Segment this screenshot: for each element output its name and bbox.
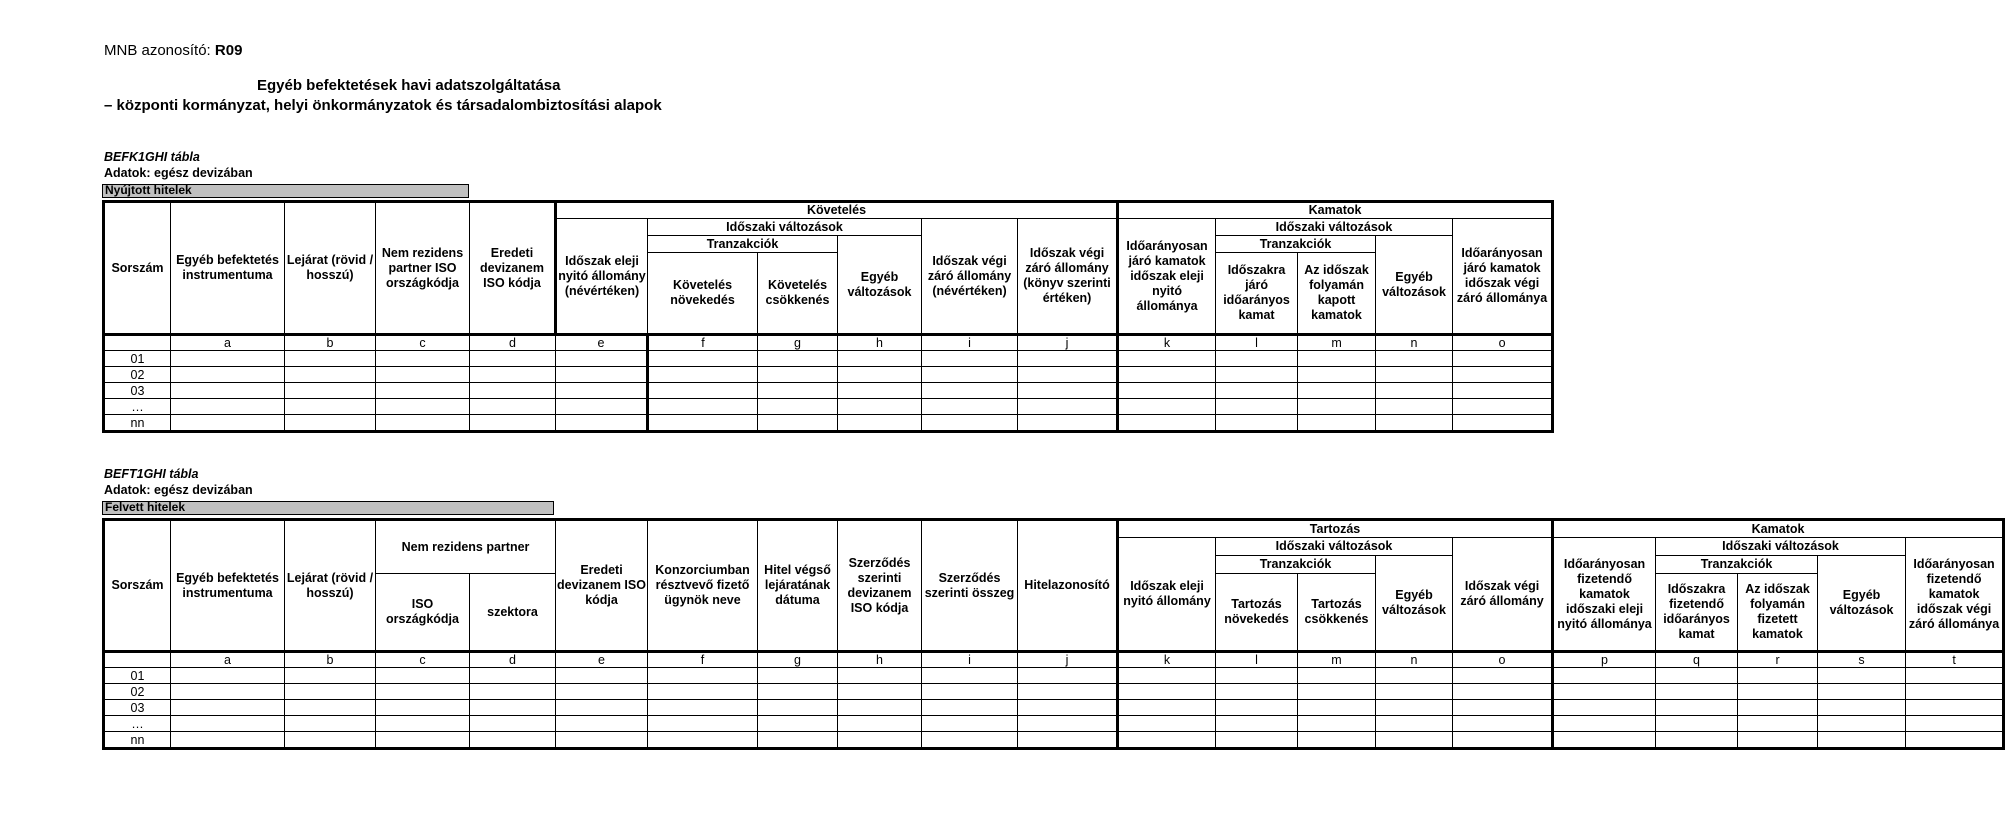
row-number: … (104, 716, 171, 732)
row-number: 02 (104, 684, 171, 700)
t1-col-f: Követelés növekedés (648, 253, 758, 335)
data-cell[interactable] (1118, 383, 1216, 399)
letter-cell-r: r (1738, 652, 1818, 668)
t1-letter-row (104, 335, 1553, 351)
table-row (104, 716, 2004, 732)
data-cell[interactable] (1216, 367, 1298, 383)
letter-cell-k: k (1118, 335, 1216, 351)
letter-cell-h: h (838, 335, 922, 351)
data-cell[interactable] (171, 716, 285, 732)
data-cell[interactable] (171, 684, 285, 700)
data-cell[interactable] (171, 367, 285, 383)
data-cell[interactable] (556, 700, 648, 716)
data-cell[interactable] (470, 399, 556, 415)
data-cell[interactable] (1453, 367, 1553, 383)
data-cell[interactable] (648, 700, 758, 716)
data-cell[interactable] (1376, 415, 1453, 432)
data-cell[interactable] (648, 399, 758, 415)
data-cell[interactable] (922, 684, 1018, 700)
t1-sub-tranz2: Tranzakciók (1216, 236, 1376, 253)
data-cell[interactable] (1376, 668, 1453, 684)
data-cell[interactable] (1298, 383, 1376, 399)
data-cell[interactable] (1118, 399, 1216, 415)
letter-cell-d: d (470, 335, 556, 351)
letter-cell-i: i (922, 335, 1018, 351)
t2-sub-idoszaki: Időszaki változások (1216, 538, 1453, 556)
letter-cell-o: o (1453, 652, 1553, 668)
data-cell[interactable] (285, 399, 376, 415)
data-cell[interactable] (1216, 668, 1298, 684)
data-cell[interactable] (376, 367, 470, 383)
letter-cell-b: b (285, 652, 376, 668)
data-cell[interactable] (1298, 684, 1376, 700)
mnb-identifier (104, 42, 242, 59)
data-cell[interactable] (838, 367, 922, 383)
table2-grid (102, 518, 2005, 750)
t1-sub-tranz: Tranzakciók (648, 236, 838, 253)
row-number: nn (104, 415, 171, 432)
data-cell[interactable] (648, 716, 758, 732)
document-subtitle: – központi kormányzat, helyi önkormányzatok és társadalombiztosítási alapok (104, 97, 662, 114)
data-cell[interactable] (1118, 668, 1216, 684)
data-cell[interactable] (1118, 716, 1216, 732)
letter-cell-i: i (922, 652, 1018, 668)
letter-cell-n: n (1376, 652, 1453, 668)
t2-col-f: Konzorciumban résztvevő fizető ügynök neve (648, 520, 758, 652)
letter-cell-j: j (1018, 652, 1118, 668)
data-cell[interactable] (556, 415, 648, 432)
data-cell[interactable] (1818, 716, 1906, 732)
data-cell[interactable] (171, 351, 285, 367)
row-number: 03 (104, 383, 171, 399)
t1-col-o: Időarányosan járó kamatok időszak végi záró állománya (1453, 219, 1553, 335)
t2-col-r: Az időszak folyamán fizetett kamatok (1738, 574, 1818, 652)
data-cell[interactable] (1553, 668, 1656, 684)
data-cell[interactable] (1216, 684, 1298, 700)
data-cell[interactable] (648, 668, 758, 684)
t1-col-g: Követelés csökkenés (758, 253, 838, 335)
data-cell[interactable] (556, 732, 648, 749)
data-cell[interactable] (758, 732, 838, 749)
table2-name: BEFT1GHI tábla (104, 467, 199, 481)
data-cell[interactable] (1216, 399, 1298, 415)
data-cell[interactable] (1018, 367, 1118, 383)
data-cell[interactable] (1656, 716, 1738, 732)
data-cell[interactable] (470, 668, 556, 684)
data-cell[interactable] (171, 668, 285, 684)
data-cell[interactable] (922, 700, 1018, 716)
data-cell[interactable] (1118, 367, 1216, 383)
row-number: … (104, 399, 171, 415)
table-row (104, 367, 1553, 383)
t1-sub-idoszaki2: Időszaki változások (1216, 219, 1453, 236)
data-cell[interactable] (648, 351, 758, 367)
data-cell[interactable] (922, 415, 1018, 432)
data-cell[interactable] (1453, 700, 1553, 716)
data-cell[interactable] (1018, 383, 1118, 399)
data-cell[interactable] (376, 700, 470, 716)
data-cell[interactable] (1656, 668, 1738, 684)
t1-col-n: Egyéb változások (1376, 236, 1453, 335)
letter-cell-l: l (1216, 335, 1298, 351)
data-cell[interactable] (1376, 399, 1453, 415)
data-cell[interactable] (1453, 351, 1553, 367)
t2-col-sorszam: Sorszám (104, 520, 171, 652)
row-number: 01 (104, 351, 171, 367)
t2-col-i: Szerződés szerinti összeg (922, 520, 1018, 652)
data-cell[interactable] (922, 383, 1018, 399)
letter-cell-l: l (1216, 652, 1298, 668)
data-cell[interactable] (922, 351, 1018, 367)
letter-cell-c: c (376, 652, 470, 668)
data-cell[interactable] (1906, 732, 2004, 749)
data-cell[interactable] (470, 732, 556, 749)
data-cell[interactable] (1453, 684, 1553, 700)
table-row (104, 668, 2004, 684)
t2-col-j: Hitelazonosító (1018, 520, 1118, 652)
t2-col-c: ISO országkódja (376, 574, 470, 652)
data-cell[interactable] (376, 684, 470, 700)
mnb-code: R09 (214, 42, 243, 59)
data-cell[interactable] (922, 399, 1018, 415)
data-cell[interactable] (1906, 716, 2004, 732)
data-cell[interactable] (1453, 399, 1553, 415)
data-cell[interactable] (1376, 684, 1453, 700)
data-cell[interactable] (171, 415, 285, 432)
t2-group-partner: Nem rezidens partner (376, 520, 556, 574)
t2-col-m: Tartozás csökkenés (1298, 574, 1376, 652)
letter-cell-b: b (285, 335, 376, 351)
data-cell[interactable] (838, 383, 922, 399)
data-cell[interactable] (470, 700, 556, 716)
data-cell[interactable] (285, 684, 376, 700)
letter-cell-p: p (1553, 652, 1656, 668)
t1-col-k: Időarányosan járó kamatok időszak eleji nyitó állománya (1118, 219, 1216, 335)
data-cell[interactable] (1018, 415, 1118, 432)
table1-subtitle: Adatok: egész devizában (104, 166, 253, 180)
letter-cell-m: m (1298, 652, 1376, 668)
data-cell[interactable] (1216, 383, 1298, 399)
data-cell[interactable] (838, 399, 922, 415)
row-number: 01 (104, 668, 171, 684)
data-cell[interactable] (1298, 367, 1376, 383)
t2-col-q: Időszakra fizetendő időarányos kamat (1656, 574, 1738, 652)
data-cell[interactable] (1298, 351, 1376, 367)
data-cell[interactable] (556, 684, 648, 700)
data-cell[interactable] (1376, 732, 1453, 749)
data-cell[interactable] (376, 716, 470, 732)
table-row (104, 415, 1553, 432)
letter-cell-blank (104, 335, 171, 351)
letter-cell-k: k (1118, 652, 1216, 668)
data-cell[interactable] (648, 732, 758, 749)
table1-band: Nyújtott hitelek (102, 184, 469, 198)
data-cell[interactable] (1018, 399, 1118, 415)
t2-col-t: Időarányosan fizetendő kamatok időszak végi záró állománya (1906, 538, 2004, 652)
data-cell[interactable] (922, 668, 1018, 684)
data-cell[interactable] (470, 367, 556, 383)
data-cell[interactable] (285, 732, 376, 749)
data-cell[interactable] (1376, 383, 1453, 399)
table1-name: BEFK1GHI tábla (104, 150, 200, 164)
t1-sub-idoszaki: Időszaki változások (648, 219, 922, 236)
data-cell[interactable] (1553, 732, 1656, 749)
data-cell[interactable] (1656, 732, 1738, 749)
t1-col-j: Időszak végi záró állomány (könyv szerinti értéken) (1018, 219, 1118, 335)
data-cell[interactable] (1818, 700, 1906, 716)
data-cell[interactable] (285, 700, 376, 716)
letter-cell-h: h (838, 652, 922, 668)
data-cell[interactable] (1453, 415, 1553, 432)
t2-body (104, 668, 2004, 749)
t2-sub-tranz2: Tranzakciók (1656, 556, 1818, 574)
data-cell[interactable] (1018, 732, 1118, 749)
data-cell[interactable] (758, 684, 838, 700)
data-cell[interactable] (556, 383, 648, 399)
data-cell[interactable] (1018, 351, 1118, 367)
data-cell[interactable] (1553, 700, 1656, 716)
table2-subtitle: Adatok: egész devizában (104, 483, 253, 497)
data-cell[interactable] (838, 415, 922, 432)
data-cell[interactable] (470, 351, 556, 367)
data-cell[interactable] (1453, 668, 1553, 684)
data-cell[interactable] (1656, 700, 1738, 716)
letter-cell-j: j (1018, 335, 1118, 351)
data-cell[interactable] (838, 700, 922, 716)
data-cell[interactable] (648, 383, 758, 399)
t1-body (104, 351, 1553, 432)
t2-group-kamatok: Kamatok (1553, 520, 2004, 538)
t2-letter-row (104, 652, 2004, 668)
data-cell[interactable] (285, 351, 376, 367)
data-cell[interactable] (1906, 700, 2004, 716)
data-cell[interactable] (838, 684, 922, 700)
data-cell[interactable] (1818, 684, 1906, 700)
t1-col-m: Az időszak folyamán kapott kamatok (1298, 253, 1376, 335)
data-cell[interactable] (1216, 700, 1298, 716)
data-cell[interactable] (1376, 700, 1453, 716)
data-cell[interactable] (556, 399, 648, 415)
data-cell[interactable] (1298, 732, 1376, 749)
data-cell[interactable] (1738, 684, 1818, 700)
data-cell[interactable] (1553, 716, 1656, 732)
letter-cell-d: d (470, 652, 556, 668)
data-cell[interactable] (1818, 732, 1906, 749)
data-cell[interactable] (1553, 684, 1656, 700)
data-cell[interactable] (838, 732, 922, 749)
data-cell[interactable] (285, 668, 376, 684)
data-cell[interactable] (1216, 351, 1298, 367)
data-cell[interactable] (1298, 399, 1376, 415)
t1-col-l: Időszakra járó időarányos kamat (1216, 253, 1298, 335)
row-number: 02 (104, 367, 171, 383)
letter-cell-a: a (171, 652, 285, 668)
t2-col-k: Időszak eleji nyitó állomány (1118, 538, 1216, 652)
letter-cell-g: g (758, 335, 838, 351)
t2-col-e: Eredeti devizanem ISO kódja (556, 520, 648, 652)
data-cell[interactable] (758, 415, 838, 432)
data-cell[interactable] (376, 351, 470, 367)
letter-cell-o: o (1453, 335, 1553, 351)
letter-cell-q: q (1656, 652, 1738, 668)
letter-cell-c: c (376, 335, 470, 351)
data-cell[interactable] (648, 415, 758, 432)
table-row (104, 732, 2004, 749)
t2-col-o: Időszak végi záró állomány (1453, 538, 1553, 652)
letter-cell-m: m (1298, 335, 1376, 351)
t2-sub-tranz: Tranzakciók (1216, 556, 1376, 574)
data-cell[interactable] (1118, 732, 1216, 749)
table-row (104, 399, 1553, 415)
data-cell[interactable] (1376, 716, 1453, 732)
t1-col-h: Egyéb változások (838, 236, 922, 335)
data-cell[interactable] (838, 716, 922, 732)
row-number: 03 (104, 700, 171, 716)
data-cell[interactable] (922, 716, 1018, 732)
data-cell[interactable] (470, 383, 556, 399)
data-cell[interactable] (1018, 700, 1118, 716)
t1-col-i: Időszak végi záró állomány (névértéken) (922, 219, 1018, 335)
letter-cell-a: a (171, 335, 285, 351)
data-cell[interactable] (1818, 668, 1906, 684)
data-cell[interactable] (285, 716, 376, 732)
table-row (104, 351, 1553, 367)
data-cell[interactable] (1118, 684, 1216, 700)
data-cell[interactable] (1656, 684, 1738, 700)
data-cell[interactable] (285, 383, 376, 399)
data-cell[interactable] (1738, 668, 1818, 684)
data-cell[interactable] (838, 351, 922, 367)
data-cell[interactable] (758, 668, 838, 684)
data-cell[interactable] (1298, 415, 1376, 432)
letter-cell-blank (104, 652, 171, 668)
data-cell[interactable] (1453, 716, 1553, 732)
data-cell[interactable] (1453, 383, 1553, 399)
table1-grid (102, 200, 1554, 433)
data-cell[interactable] (1018, 668, 1118, 684)
t1-col-a: Egyéb befektetés instrumentuma (171, 202, 285, 335)
table-row (104, 700, 2004, 716)
t2-col-d: szektora (470, 574, 556, 652)
t2-col-h: Szerződés szerinti devizanem ISO kódja (838, 520, 922, 652)
t1-group-kamatok: Kamatok (1118, 202, 1553, 219)
data-cell[interactable] (1118, 415, 1216, 432)
data-cell[interactable] (171, 399, 285, 415)
data-cell[interactable] (1118, 351, 1216, 367)
mnb-label: MNB azonosító: (104, 42, 211, 59)
data-cell[interactable] (648, 367, 758, 383)
t2-col-b: Lejárat (rövid / hosszú) (285, 520, 376, 652)
data-cell[interactable] (556, 351, 648, 367)
data-cell[interactable] (285, 415, 376, 432)
t2-col-l: Tartozás növekedés (1216, 574, 1298, 652)
data-cell[interactable] (171, 732, 285, 749)
row-number: nn (104, 732, 171, 749)
data-cell[interactable] (758, 716, 838, 732)
letter-cell-e: e (556, 335, 648, 351)
t1-col-sorszam: Sorszám (104, 202, 171, 335)
data-cell[interactable] (1738, 700, 1818, 716)
data-cell[interactable] (648, 684, 758, 700)
data-cell[interactable] (171, 383, 285, 399)
data-cell[interactable] (1298, 668, 1376, 684)
data-cell[interactable] (1906, 684, 2004, 700)
t1-col-d: Eredeti devizanem ISO kódja (470, 202, 556, 335)
t2-col-p: Időarányosan fizetendő kamatok időszaki eleji nyitó állománya (1553, 538, 1656, 652)
data-cell[interactable] (470, 716, 556, 732)
data-cell[interactable] (922, 732, 1018, 749)
data-cell[interactable] (1738, 716, 1818, 732)
t1-col-e: Időszak eleji nyitó állomány (névértéken) (556, 219, 648, 335)
data-cell[interactable] (376, 399, 470, 415)
data-cell[interactable] (1376, 351, 1453, 367)
data-cell[interactable] (470, 415, 556, 432)
data-cell[interactable] (1298, 700, 1376, 716)
data-cell[interactable] (171, 700, 285, 716)
data-cell[interactable] (1018, 716, 1118, 732)
data-cell[interactable] (1376, 367, 1453, 383)
t2-col-n: Egyéb változások (1376, 556, 1453, 652)
t1-col-c: Nem rezidens partner ISO országkódja (376, 202, 470, 335)
data-cell[interactable] (1118, 700, 1216, 716)
data-cell[interactable] (1216, 415, 1298, 432)
t2-group-tartozas: Tartozás (1118, 520, 1553, 538)
letter-cell-f: f (648, 652, 758, 668)
data-cell[interactable] (285, 367, 376, 383)
data-cell[interactable] (1018, 684, 1118, 700)
letter-cell-f: f (648, 335, 758, 351)
t2-col-a: Egyéb befektetés instrumentuma (171, 520, 285, 652)
data-cell[interactable] (470, 684, 556, 700)
data-cell[interactable] (1216, 716, 1298, 732)
data-cell[interactable] (556, 367, 648, 383)
data-cell[interactable] (376, 668, 470, 684)
document-title: Egyéb befektetések havi adatszolgáltatása (257, 77, 561, 94)
data-cell[interactable] (758, 399, 838, 415)
letter-cell-n: n (1376, 335, 1453, 351)
t1-col-b: Lejárat (rövid / hosszú) (285, 202, 376, 335)
data-cell[interactable] (376, 383, 470, 399)
letter-cell-s: s (1818, 652, 1906, 668)
data-cell[interactable] (376, 415, 470, 432)
t1-group-kovetel: Követelés (556, 202, 1118, 219)
data-cell[interactable] (758, 351, 838, 367)
data-cell[interactable] (758, 383, 838, 399)
letter-cell-g: g (758, 652, 838, 668)
table-row (104, 383, 1553, 399)
data-cell[interactable] (1298, 716, 1376, 732)
data-cell[interactable] (376, 732, 470, 749)
data-cell[interactable] (1453, 732, 1553, 749)
t2-col-s: Egyéb változások (1818, 556, 1906, 652)
data-cell[interactable] (838, 668, 922, 684)
data-cell[interactable] (1906, 668, 2004, 684)
t2-col-g: Hitel végső lejáratának dátuma (758, 520, 838, 652)
table-row (104, 684, 2004, 700)
table2-band: Felvett hitelek (102, 501, 554, 515)
data-cell[interactable] (556, 716, 648, 732)
data-cell[interactable] (1216, 732, 1298, 749)
data-cell[interactable] (758, 367, 838, 383)
data-cell[interactable] (758, 700, 838, 716)
data-cell[interactable] (922, 367, 1018, 383)
data-cell[interactable] (1738, 732, 1818, 749)
t2-sub-idoszaki2: Időszaki változások (1656, 538, 1906, 556)
letter-cell-t: t (1906, 652, 2004, 668)
letter-cell-e: e (556, 652, 648, 668)
data-cell[interactable] (556, 668, 648, 684)
